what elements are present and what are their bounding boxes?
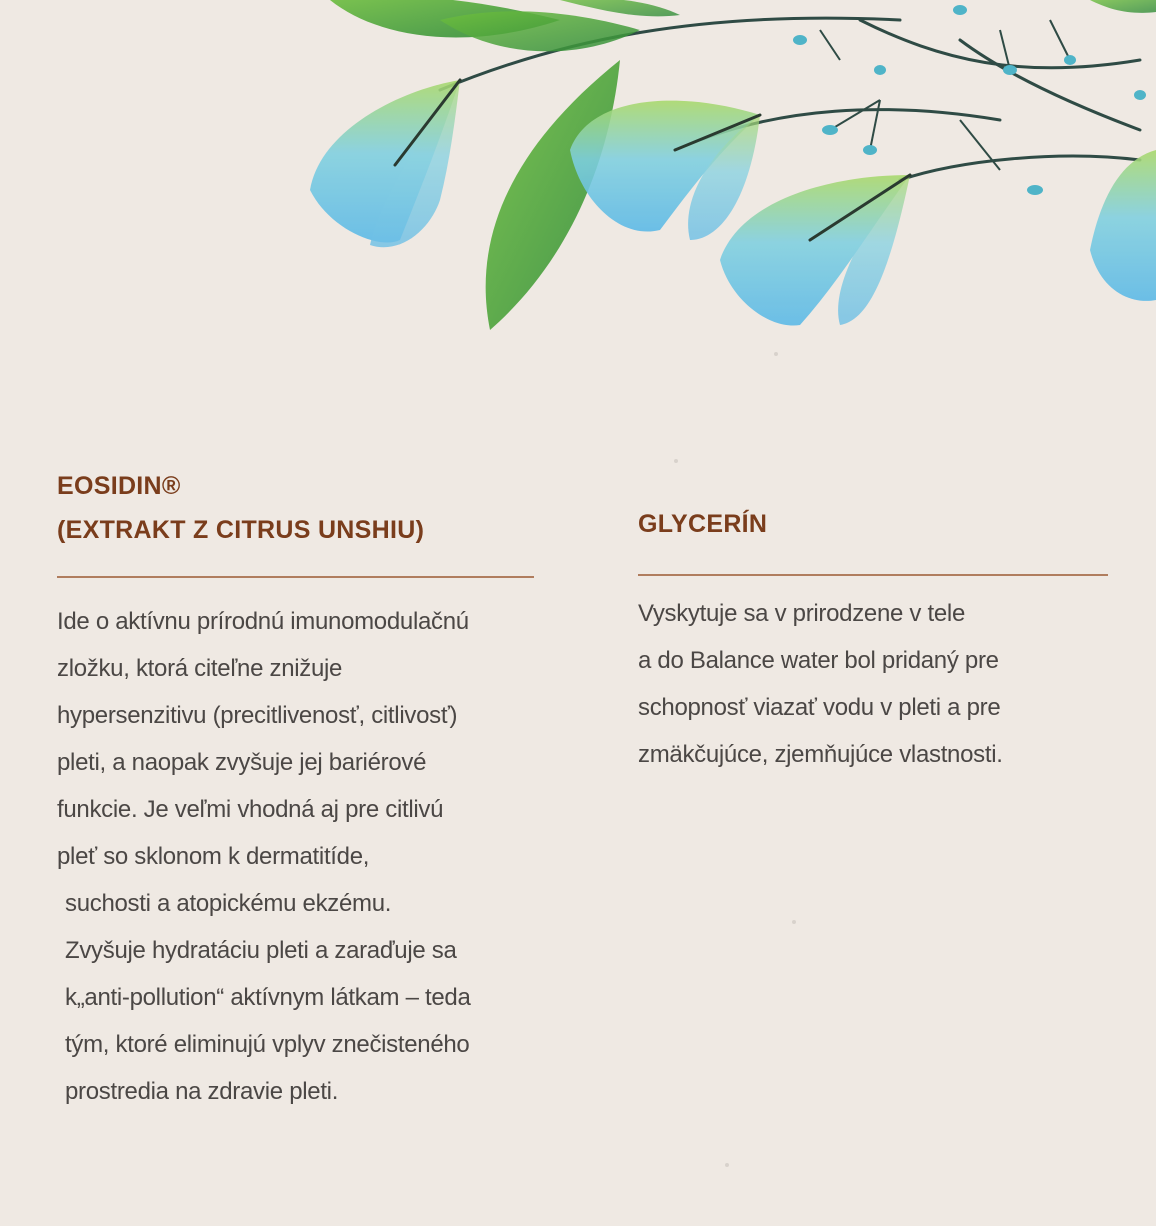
paper-speck [792,920,796,924]
eosidin-section [57,464,557,1115]
body-line: zmäkčujúce, zjemňujúce vlastnosti. [638,741,1003,768]
section-divider [638,574,1108,576]
body-line: k„anti-pollution“ aktívnym látkam – teda [65,984,471,1011]
body-line: pleti, a naopak zvyšuje jej bariérové [57,749,427,776]
body-line: a do Balance water bol pridaný pre [638,647,999,674]
body-line: schopnosť viazať vodu v pleti a pre [638,694,1001,721]
title-line: EOSIDIN® [57,472,181,500]
glycerin-section [638,502,1118,778]
section-title [638,502,1118,546]
paper-speck [725,1163,729,1167]
body-line: Ide o aktívnu prírodnú imunomodulačnú [57,608,469,635]
section-title [57,464,557,552]
title-line: GLYCERÍN [638,510,768,538]
paper-speck [774,352,778,356]
section-body [57,598,557,1115]
body-line: Zvyšuje hydratáciu pleti a zaraďuje sa [65,937,457,964]
body-line: funkcie. Je veľmi vhodná aj pre citlivú [57,796,444,823]
title-line: (EXTRAKT Z CITRUS UNSHIU) [57,516,425,544]
body-line: Vyskytuje sa v prirodzene v tele [638,600,965,627]
body-line: suchosti a atopickému ekzému. [65,890,392,917]
paper-speck [674,459,678,463]
body-line: hypersenzitivu (precitlivenosť, citlivosť) [57,702,458,729]
body-line: zložku, ktorá citeľne znižuje [57,655,343,682]
section-divider [57,576,534,578]
body-line: prostredia na zdravie pleti. [65,1078,339,1105]
body-line: pleť so sklonom k dermatitíde, [57,843,370,870]
body-line: tým, ktoré eliminujú vplyv znečisteného [65,1031,470,1058]
floral-illustration [0,0,1156,360]
section-body [638,590,1118,778]
